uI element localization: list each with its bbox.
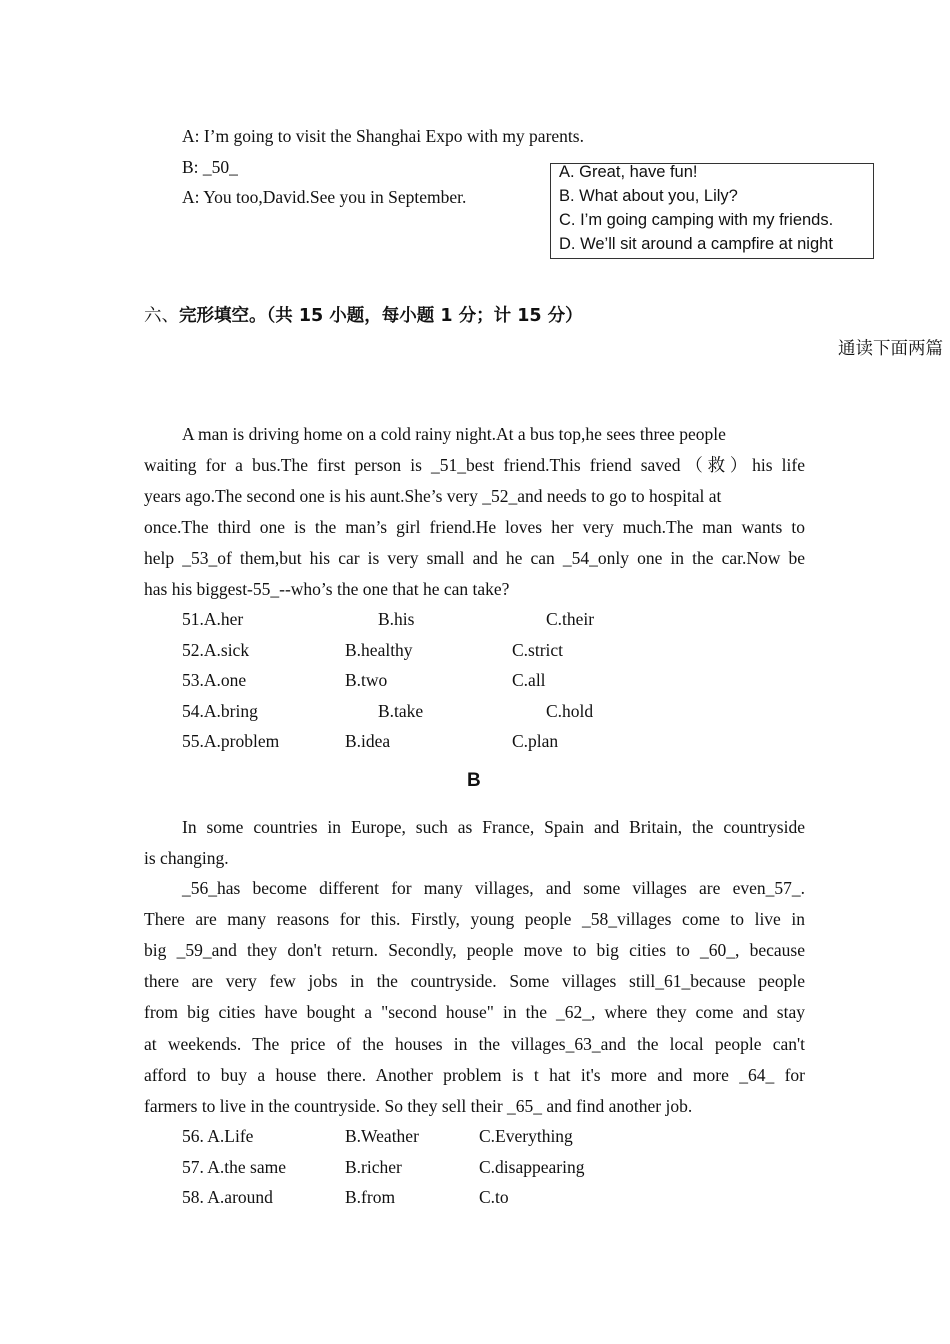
option-c: C. I’m going camping with my friends.	[559, 211, 834, 229]
dialogue-line-1: A: I’m going to visit the Shanghai Expo with my parents.	[182, 126, 584, 146]
question-53-c: C.all	[512, 670, 546, 690]
section-instruction: 通读下面两篇	[838, 339, 943, 359]
question-58-b: B.from	[345, 1187, 396, 1207]
passage-b-line-1: In some countries in Europe, such as France, Spain and Britain, the countryside	[182, 817, 805, 837]
question-55-c: C.plan	[512, 731, 559, 751]
question-51-c: C.their	[546, 609, 595, 629]
option-a: A. Great, have fun!	[559, 163, 698, 181]
passage-b-line-2: is changing.	[144, 848, 229, 868]
passage-b-line-7: from big cities have bought a "second house" in the _62_, where they come and stay	[144, 1002, 805, 1022]
question-57-b: B.richer	[345, 1157, 402, 1177]
section-number: 六、	[144, 306, 179, 326]
question-52-c: C.strict	[512, 640, 564, 660]
passage-b-line-3: _56_has become different for many villages, and some villages are even_57_.	[182, 878, 805, 898]
question-55-b: B.idea	[345, 731, 391, 751]
question-53-a: 53.A.one	[182, 670, 247, 690]
options-box	[550, 163, 874, 259]
dialogue-line-3: A: You too,David.See you in September.	[182, 187, 467, 207]
passage-a-line-6: has his biggest-55_--who’s the one that he can take?	[144, 579, 510, 599]
question-52-a: 52.A.sick	[182, 640, 250, 660]
section-title	[144, 305, 583, 327]
question-54-a: 54.A.bring	[182, 701, 258, 721]
question-58-a: 58. A.around	[182, 1187, 273, 1207]
passage-b-heading: B	[467, 770, 481, 791]
option-b: B. What about you, Lily?	[559, 187, 738, 205]
passage-a-line-2: waiting for a bus.The first person is _51_best friend.This friend saved（救）his life	[144, 455, 805, 475]
question-57-a: 57. A.the same	[182, 1157, 287, 1177]
question-51-b: B.his	[378, 609, 415, 629]
question-57-c: C.disappearing	[479, 1157, 585, 1177]
question-56-a: 56. A.Life	[182, 1126, 254, 1146]
question-52-b: B.healthy	[345, 640, 413, 660]
section-title-text: 完形填空。（共 15 小题，每小题 1 分；计 15 分）	[179, 306, 583, 326]
passage-b-line-5: big _59_and they don't return. Secondly, people move to big cities to _60_, because	[144, 940, 805, 960]
question-56-c: C.Everything	[479, 1126, 573, 1146]
question-54-b: B.take	[378, 701, 424, 721]
passage-a-line-5: help _53_of them,but his car is very small and he can _54_only one in the car.Now be	[144, 548, 805, 568]
passage-a-line-4: once.The third one is the man’s girl friend.He loves her very much.The man wants to	[144, 517, 805, 537]
option-d: D. We’ll sit around a campfire at night	[559, 235, 833, 253]
question-54-c: C.hold	[546, 701, 594, 721]
question-53-b: B.two	[345, 670, 388, 690]
passage-b-line-4: There are many reasons for this. Firstly, young people _58_villages come to live in	[144, 909, 805, 929]
passage-b-line-9: afford to buy a house there. Another problem is t hat it's more and more _64_ for	[144, 1065, 805, 1085]
passage-a-line-3: years ago.The second one is his aunt.She’s very _52_and needs to go to hospital at	[144, 486, 722, 506]
question-51-a: 51.A.her	[182, 609, 244, 629]
question-55-a: 55.A.problem	[182, 731, 280, 751]
passage-b-line-8: at weekends. The price of the houses in the villages_63_and the local people can't	[144, 1034, 805, 1054]
passage-b-line-10: farmers to live in the countryside. So they sell their _65_ and find another job.	[144, 1096, 693, 1116]
passage-b-line-6: there are very few jobs in the countryside. Some villages still_61_because people	[144, 971, 805, 991]
passage-a-line-1: A man is driving home on a cold rainy night.At a bus top,he sees three people	[182, 424, 726, 444]
question-56-b: B.Weather	[345, 1126, 419, 1146]
dialogue-line-2: B: _50_	[182, 157, 238, 177]
question-58-c: C.to	[479, 1187, 509, 1207]
